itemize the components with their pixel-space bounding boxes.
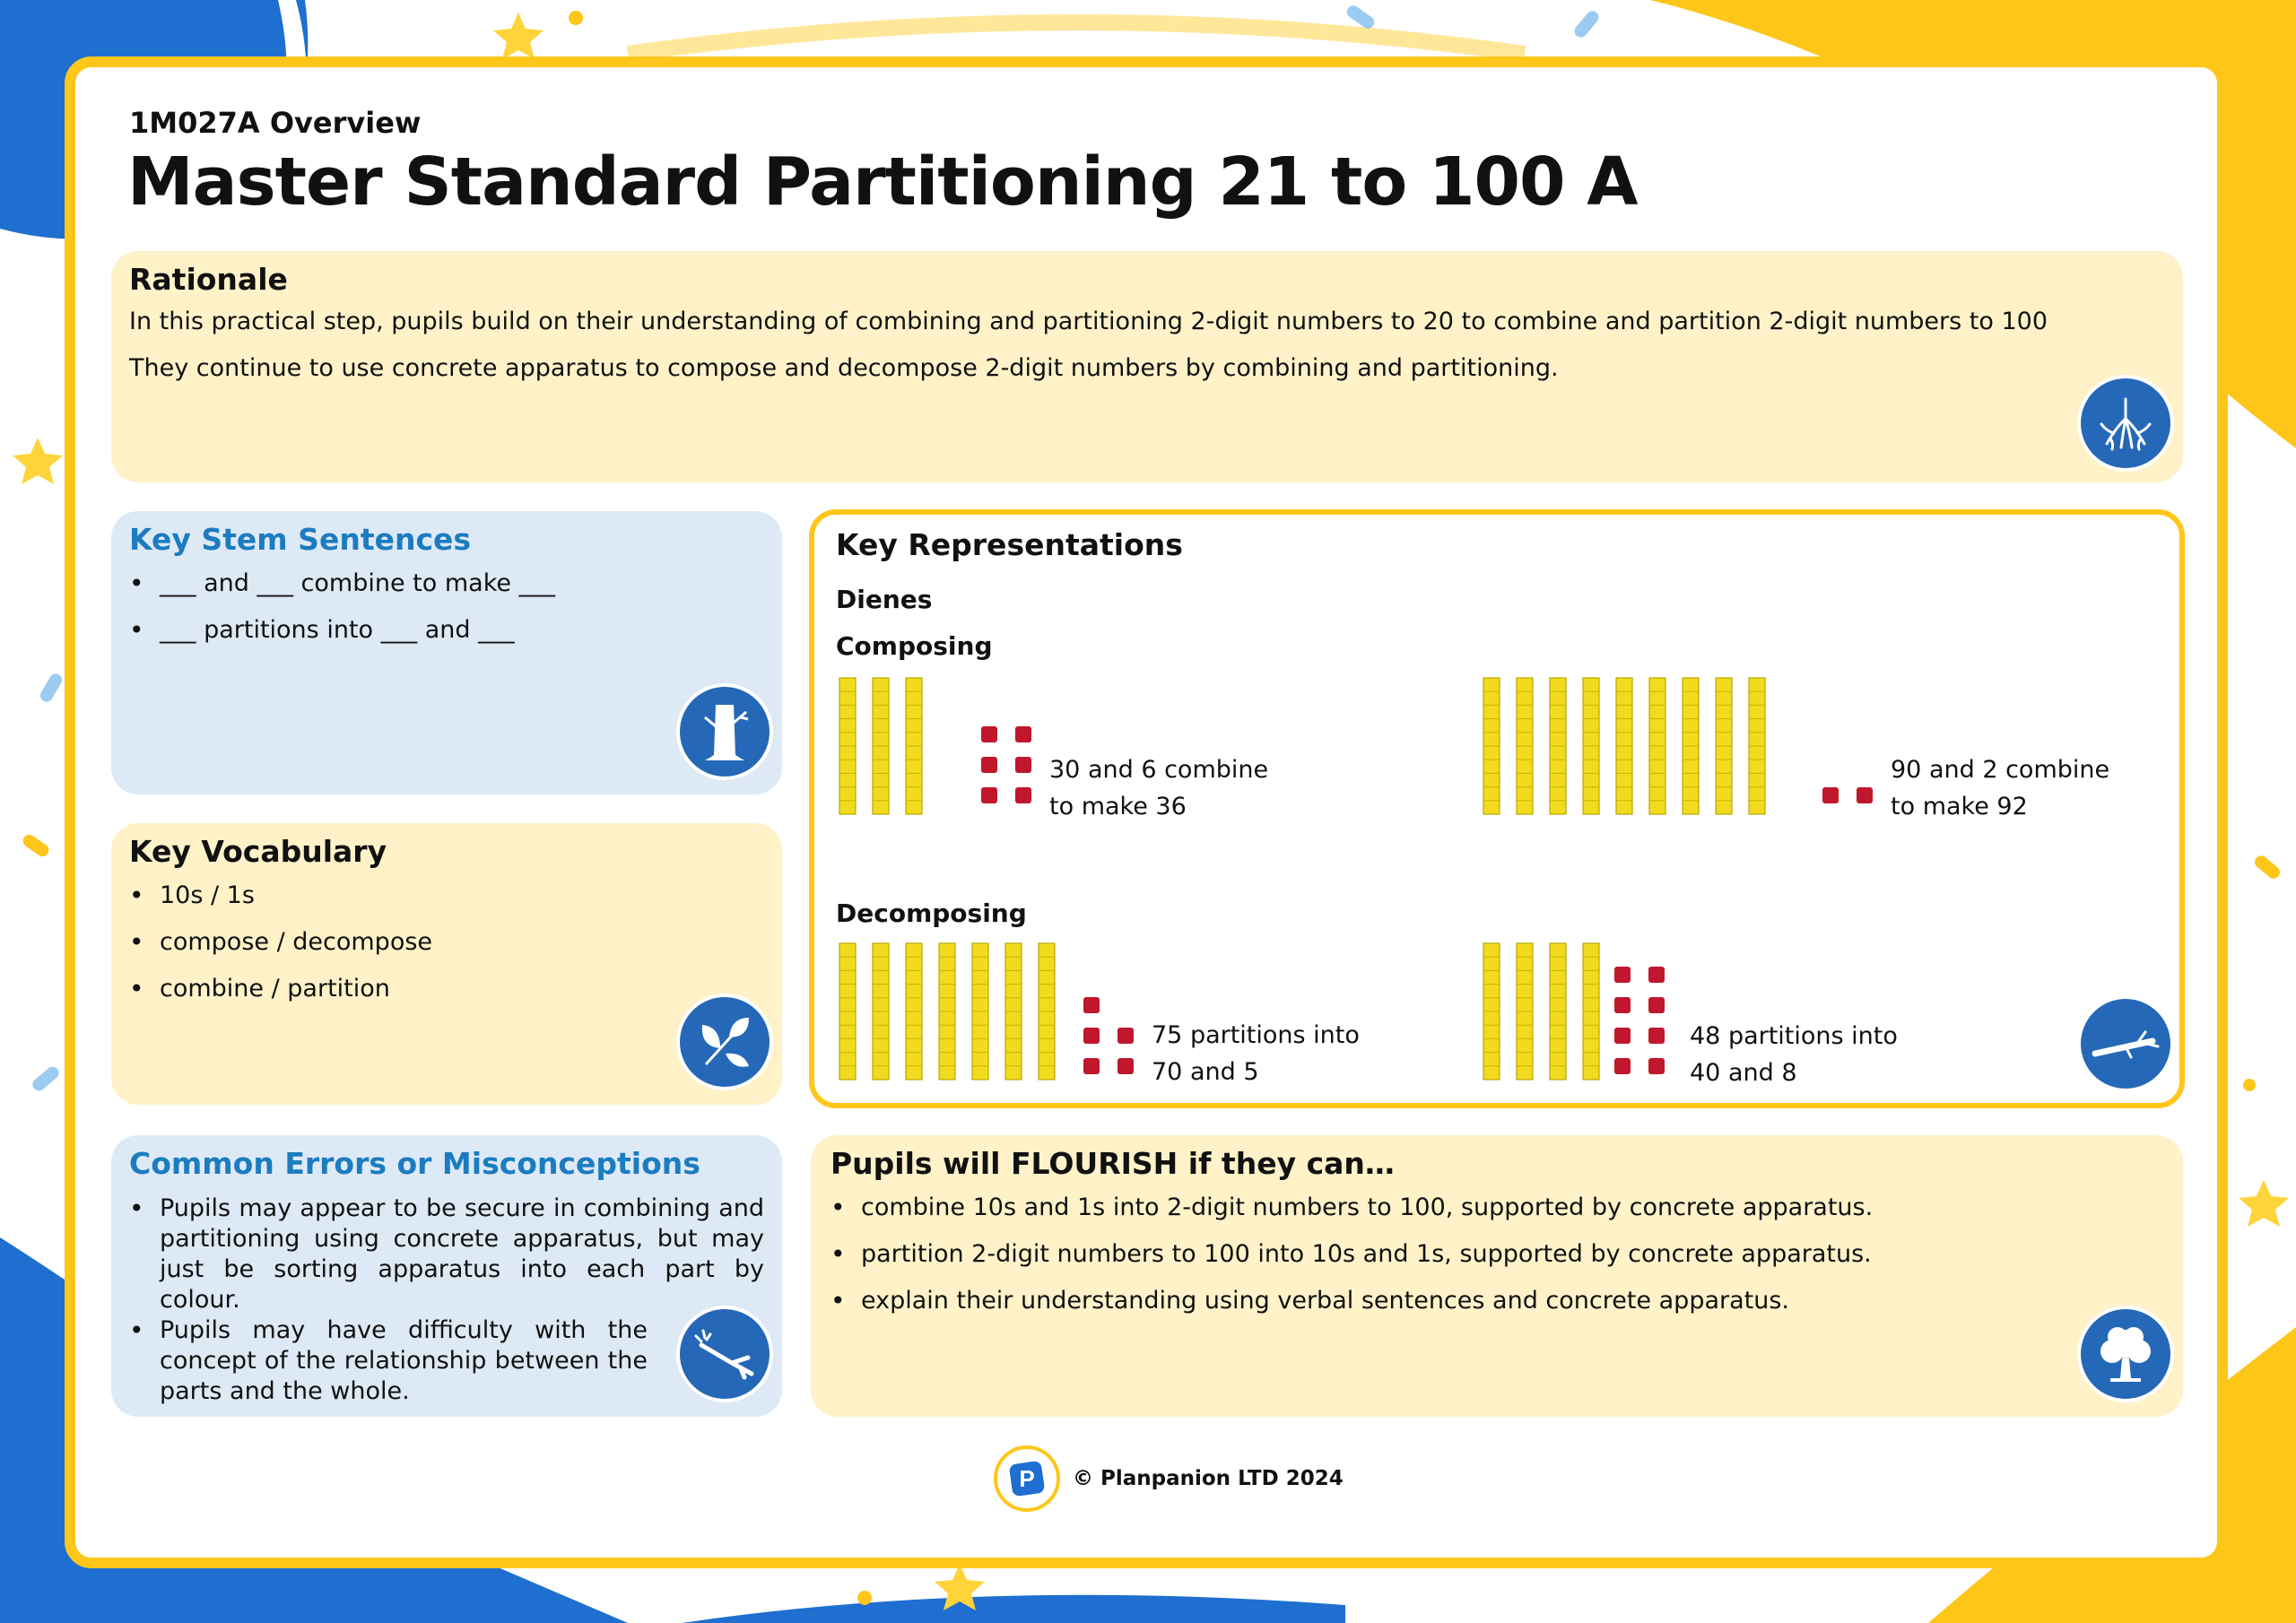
flourish-title: Pupils will FLOURISH if they can… (831, 1146, 1395, 1181)
tree-icon (2077, 1306, 2174, 1402)
errors-list (129, 1193, 764, 1407)
footer (994, 1445, 1344, 1512)
example-label: 90 and 2 combine to make 92 (1891, 756, 2110, 820)
one-cube (1648, 967, 1665, 983)
stem-sentences-title: Key Stem Sentences (129, 522, 472, 557)
rationale-title: Rationale (129, 262, 288, 297)
broken-branch-icon (676, 1306, 773, 1402)
list-item: • partition 2-digit numbers to 100 into 10s and 1s, supported by concrete apparatus. (831, 1231, 2163, 1278)
composing-label: Composing (836, 631, 993, 661)
list-item: • explain their understanding using verbal sentences and concrete apparatus. (831, 1278, 2163, 1324)
one-cube (1648, 1028, 1665, 1044)
list-item: • 10s / 1s (129, 872, 764, 919)
tree-trunk-icon (676, 683, 773, 780)
one-cube (1083, 1058, 1100, 1074)
one-cube (1648, 997, 1665, 1013)
one-cube (1614, 997, 1631, 1013)
list-item: • ___ partitions into ___ and ___ (129, 607, 764, 654)
stem-sentences-list (129, 560, 764, 654)
decomposing-label: Decomposing (836, 898, 1027, 928)
page-title: Master Standard Partitioning 21 to 100 A (127, 143, 1638, 221)
copyright-text: © Planpanion LTD 2024 (1073, 1467, 1344, 1490)
vocabulary-panel (111, 823, 782, 1105)
branch-icon (2077, 995, 2174, 1092)
planpanion-logo (994, 1445, 1060, 1512)
errors-title: Common Errors or Misconceptions (129, 1146, 700, 1181)
dienes-label: Dienes (836, 585, 933, 614)
one-cube (1822, 787, 1839, 803)
one-cube (1614, 967, 1631, 983)
representations-panel (809, 509, 2185, 1108)
list-item: • combine 10s and 1s into 2-digit numbers to 100, supported by concrete apparatus. (831, 1185, 2163, 1231)
one-cube (1083, 1028, 1100, 1044)
example-label: 30 and 6 combine to make 36 (1049, 756, 1269, 820)
example-label: 48 partitions into 40 and 8 (1690, 1022, 1898, 1087)
errors-panel (111, 1135, 782, 1417)
rationale-paragraph: They continue to use concrete apparatus to compose and decompose 2-digit numbers by combining and partitioning. (129, 354, 1559, 382)
logo-letter: P (1019, 1465, 1035, 1492)
one-cube (1083, 997, 1100, 1013)
one-cube (1648, 1058, 1665, 1074)
rationale-panel (111, 251, 2183, 482)
list-item: • Pupils may appear to be secure in combining and partitioning using concrete apparatus, but may just be sorting apparatus into each part by colour. (129, 1193, 764, 1315)
lesson-code: 1M027A Overview (129, 106, 422, 140)
roots-icon (2077, 375, 2174, 472)
stem-sentences-panel (111, 511, 782, 794)
one-cube (1857, 787, 1873, 803)
one-cube (1118, 1058, 1134, 1074)
list-item: • ___ and ___ combine to make ___ (129, 560, 764, 607)
flourish-list (831, 1185, 2163, 1324)
one-cube (1118, 1028, 1134, 1044)
one-cube (1015, 757, 1031, 773)
one-cube (981, 726, 997, 742)
vocabulary-title: Key Vocabulary (129, 834, 387, 869)
flourish-panel (811, 1135, 2183, 1417)
one-cube (981, 787, 997, 803)
one-cube (1614, 1058, 1631, 1074)
example-label: 75 partitions into 70 and 5 (1152, 1021, 1360, 1086)
list-item: • Pupils may have difficulty with the concept of the relationship between the parts and the whole. (129, 1315, 648, 1407)
vocabulary-list (129, 872, 764, 1012)
list-item: • compose / decompose (129, 919, 764, 966)
list-item: • combine / partition (129, 966, 764, 1012)
one-cube (1015, 787, 1031, 803)
leaves-icon (676, 994, 773, 1090)
one-cube (1614, 1028, 1631, 1044)
rationale-paragraph: In this practical step, pupils build on their understanding of combining and partitioning 2-digit numbers to 20 to combine and partition 2-digit numbers to 100 (129, 308, 2048, 335)
one-cube (1015, 726, 1031, 742)
representations-title: Key Representations (836, 527, 1183, 562)
one-cube (981, 757, 997, 773)
